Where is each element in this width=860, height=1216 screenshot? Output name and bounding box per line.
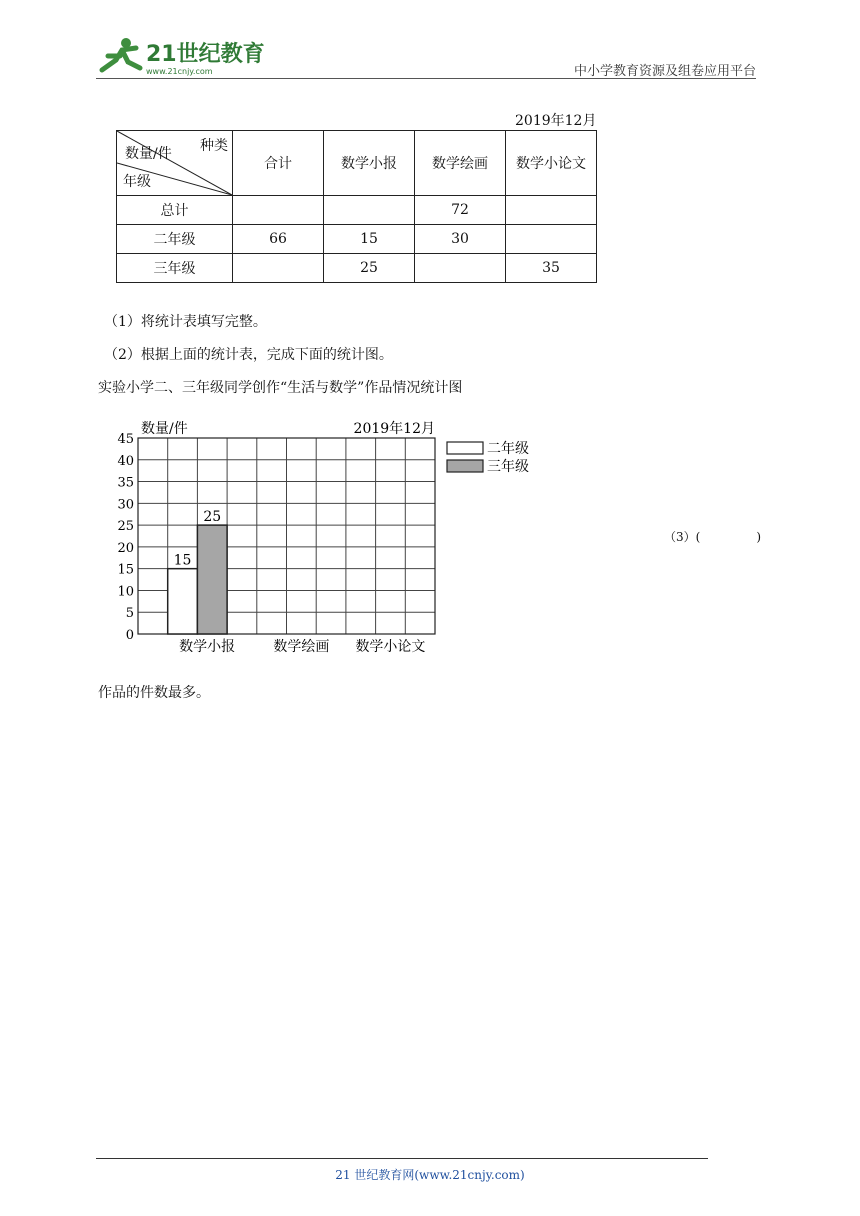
bar-grade2 [168, 569, 198, 634]
corner-qty-label: 数量/件 [125, 146, 172, 162]
header-platform-name: 中小学教育资源及组卷应用平台 [573, 64, 756, 79]
footer-site: 21 世纪教育网(www.21cnjy.com) [335, 1168, 525, 1182]
table-cell [506, 225, 597, 254]
table-cell: 30 [415, 225, 506, 254]
col-header: 数学绘画 [415, 131, 506, 196]
col-header: 数学小论文 [506, 131, 597, 196]
legend-swatch [447, 442, 483, 454]
bar-data-label: 15 [173, 552, 192, 569]
table-cell: 35 [506, 254, 597, 283]
chart-title: 实验小学二、三年级同学创作“生活与数学”作品情况统计图 [98, 380, 463, 396]
stats-table [116, 130, 597, 283]
x-category-label: 数学小报 [179, 639, 236, 655]
table-cell [233, 196, 324, 225]
header-divider [96, 78, 756, 79]
y-tick-label: 0 [125, 628, 134, 643]
x-category-label: 数学绘画 [273, 639, 330, 655]
y-tick-label: 10 [117, 584, 134, 600]
table-cell: 66 [233, 225, 324, 254]
table-cell: 25 [324, 254, 415, 283]
q3-close: ) [756, 530, 762, 544]
row-label: 二年级 [117, 225, 233, 254]
table-cell [415, 254, 506, 283]
question-3-tail: 作品的件数最多。 [98, 685, 210, 701]
y-tick-label: 25 [117, 519, 134, 535]
y-axis-label: 数量/件 [141, 421, 188, 437]
legend-label: 三年级 [487, 459, 529, 475]
legend-label: 二年级 [487, 441, 529, 457]
question-2: （2）根据上面的统计表，完成下面的统计图。 [104, 347, 393, 363]
table-row [117, 225, 597, 254]
q3-open: （3）( [664, 530, 701, 544]
corner-grade-label: 年级 [123, 174, 151, 190]
y-tick-label: 35 [117, 475, 134, 491]
corner-kind-label: 种类 [200, 138, 228, 154]
question-3-blank[interactable] [664, 528, 761, 545]
footer-divider [96, 1158, 708, 1159]
logo-subtext: www.21cnjy.com [146, 67, 213, 76]
y-tick-label: 20 [117, 540, 134, 556]
bar-data-label: 25 [203, 509, 222, 526]
y-tick-label: 15 [117, 562, 134, 578]
table-row [117, 196, 597, 225]
corner-cell [117, 131, 233, 196]
col-header: 数学小报 [324, 131, 415, 196]
table-cell [233, 254, 324, 283]
row-label: 总计 [117, 196, 233, 225]
table-cell: 72 [415, 196, 506, 225]
legend-swatch [447, 460, 483, 472]
table-cell [324, 196, 415, 225]
y-tick-label: 5 [125, 606, 134, 622]
runner-icon [102, 38, 140, 70]
bar-chart [110, 412, 560, 662]
table-date: 2019年12月 [515, 113, 597, 129]
x-category-label: 数学小论文 [355, 639, 426, 655]
y-tick-label: 45 [117, 432, 134, 447]
table-row [117, 254, 597, 283]
chart-date: 2019年12月 [353, 421, 435, 437]
bar-grade3 [197, 525, 227, 634]
logo-text: 21世纪教育 [146, 42, 265, 67]
question-1: （1）将统计表填写完整。 [104, 314, 267, 330]
table-header-row [117, 131, 597, 196]
row-label: 三年级 [117, 254, 233, 283]
table-cell [506, 196, 597, 225]
table-cell: 15 [324, 225, 415, 254]
col-header: 合计 [233, 131, 324, 196]
y-tick-label: 30 [117, 497, 134, 513]
y-tick-label: 40 [117, 453, 134, 469]
site-logo [96, 34, 266, 78]
